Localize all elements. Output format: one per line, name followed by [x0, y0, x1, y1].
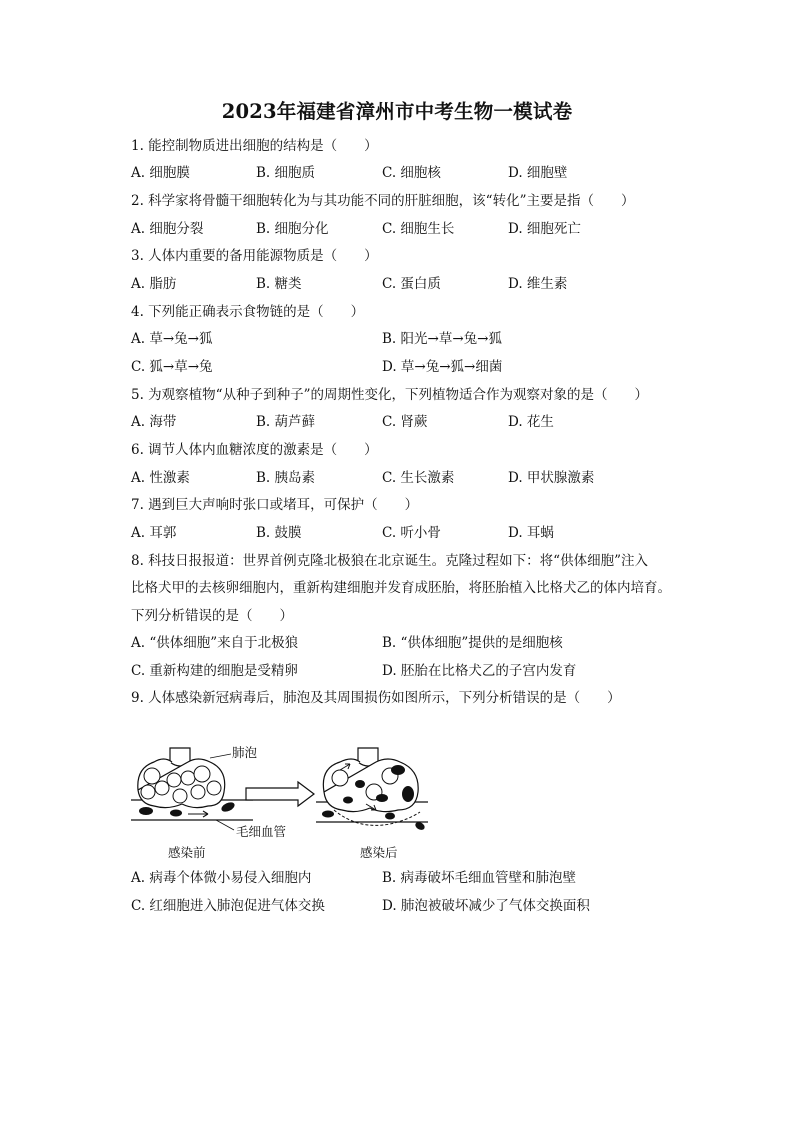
question-2-option-d[interactable]: D. 细胞死亡 — [508, 221, 581, 237]
question-7-option-c[interactable]: C. 听小骨 — [382, 525, 441, 541]
question-6-option-d[interactable]: D. 甲状腺激素 — [508, 470, 595, 486]
alveolus-infection-figure — [128, 740, 438, 865]
question-6-option-a[interactable]: A. 性激素 — [131, 470, 190, 486]
question-5-stem: 5. 为观察植物“从种子到种子”的周期性变化，下列植物适合作为观察对象的是（ ） — [131, 387, 648, 403]
question-3-option-c[interactable]: C. 蛋白质 — [382, 276, 441, 292]
question-8-option-d[interactable]: D. 胚胎在比格犬乙的子宫内发育 — [382, 663, 577, 679]
question-1-option-d[interactable]: D. 细胞壁 — [508, 165, 568, 181]
question-6-option-c[interactable]: C. 生长激素 — [382, 470, 455, 486]
question-5-option-c[interactable]: C. 肾蕨 — [382, 414, 428, 430]
alveolus-before-drawing — [131, 748, 253, 830]
question-8-stem-line-3: 下列分析错误的是（ ） — [131, 608, 293, 624]
question-4-stem: 4. 下列能正确表示食物链的是（ ） — [131, 304, 365, 320]
label-after-infection: 感染后 — [360, 845, 398, 860]
question-1-stem: 1. 能控制物质进出细胞的结构是（ ） — [131, 138, 378, 154]
question-3-option-d[interactable]: D. 维生素 — [508, 276, 568, 292]
question-1-option-b[interactable]: B. 细胞质 — [256, 165, 316, 181]
question-2-option-c[interactable]: C. 细胞生长 — [382, 221, 455, 237]
question-6-stem: 6. 调节人体内血糖浓度的激素是（ ） — [131, 442, 378, 458]
question-4-option-b[interactable]: B. 阳光→草→兔→狐 — [382, 331, 502, 347]
question-3-option-b[interactable]: B. 糖类 — [256, 276, 302, 292]
question-7-option-b[interactable]: B. 鼓膜 — [256, 525, 302, 541]
question-5-option-b[interactable]: B. 葫芦藓 — [256, 414, 316, 430]
question-9-option-b[interactable]: B. 病毒破坏毛细血管壁和肺泡壁 — [382, 870, 577, 886]
question-1-option-a[interactable]: A. 细胞膜 — [131, 165, 190, 181]
question-9-option-c[interactable]: C. 红细胞进入肺泡促进气体交换 — [131, 898, 325, 914]
question-7-stem: 7. 遇到巨大声响时张口或堵耳，可保护（ ） — [131, 497, 419, 513]
question-8-stem-line-2: 比格犬甲的去核卵细胞内，重新构建细胞并发育成胚胎，将胚胎植入比格犬乙的体内培育。 — [131, 580, 671, 596]
question-5-option-d[interactable]: D. 花生 — [508, 414, 554, 430]
question-1-option-c[interactable]: C. 细胞核 — [382, 165, 441, 181]
question-4-option-c[interactable]: C. 狐→草→兔 — [131, 359, 213, 375]
question-9-option-a[interactable]: A. 病毒个体微小易侵入细胞内 — [131, 870, 312, 886]
question-4-option-d[interactable]: D. 草→兔→狐→细菌 — [382, 359, 503, 375]
label-capillary: 毛细血管 — [236, 824, 287, 839]
question-3-stem: 3. 人体内重要的备用能源物质是（ ） — [131, 248, 378, 264]
question-7-option-a[interactable]: A. 耳郭 — [131, 525, 177, 541]
label-before-infection: 感染前 — [168, 845, 206, 860]
question-6-option-b[interactable]: B. 胰岛素 — [256, 470, 316, 486]
question-5-option-a[interactable]: A. 海带 — [131, 414, 177, 430]
question-8-option-c[interactable]: C. 重新构建的细胞是受精卵 — [131, 663, 298, 679]
alveolus-after-drawing — [316, 748, 428, 832]
question-9-stem: 9. 人体感染新冠病毒后，肺泡及其周围损伤如图所示，下列分析错误的是（ ） — [131, 690, 621, 706]
question-3-option-a[interactable]: A. 脂肪 — [131, 276, 177, 292]
page-title: 2023年福建省漳州市中考生物一模试卷 — [221, 100, 573, 123]
transition-arrow-icon — [246, 782, 314, 806]
question-2-option-a[interactable]: A. 细胞分裂 — [131, 221, 204, 237]
question-8-stem-line-1: 8. 科技日报报道：世界首例克隆北极狼在北京诞生。克隆过程如下：将“供体细胞”注入 — [131, 553, 648, 569]
question-8-option-a[interactable]: A. “供体细胞”来自于北极狼 — [131, 635, 299, 651]
question-2-stem: 2. 科学家将骨髓干细胞转化为与其功能不同的肝脏细胞，该“转化”主要是指（ ） — [131, 193, 635, 209]
question-9-option-d[interactable]: D. 肺泡被破坏减少了气体交换面积 — [382, 898, 590, 914]
question-7-option-d[interactable]: D. 耳蜗 — [508, 525, 554, 541]
label-alveolus: 肺泡 — [232, 745, 258, 760]
question-8-option-b[interactable]: B. “供体细胞”提供的是细胞核 — [382, 635, 563, 651]
question-2-option-b[interactable]: B. 细胞分化 — [256, 221, 329, 237]
question-4-option-a[interactable]: A. 草→兔→狐 — [131, 331, 213, 347]
